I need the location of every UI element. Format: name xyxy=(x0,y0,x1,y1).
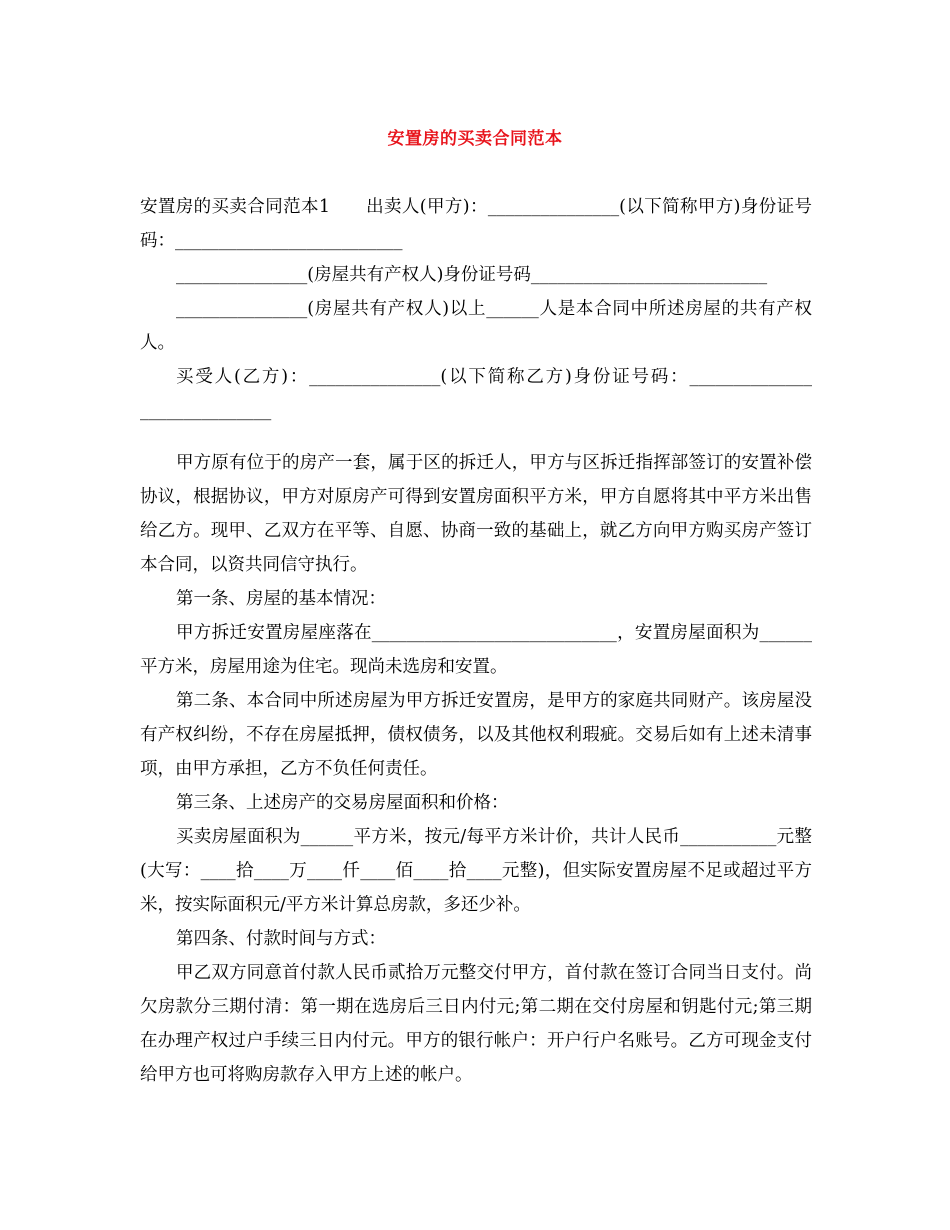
article-3-body: 买卖房屋面积为______平方米，按元/每平方米计价，共计人民币___________元整(大写：____拾____万____仟____佰____拾____元整)，但实际安置房屋不足或超过平方米，按实际面积元/平方米计算总房款，多还少补。 xyxy=(140,827,812,915)
article-1-heading: 第一条、房屋的基本情况： xyxy=(176,589,386,609)
article-2: 第二条、本合同中所述房屋为甲方拆迁安置房，是甲方的家庭共同财产。该房屋没有产权纠纷，不存在房屋抵押，债权债务，以及其他权利瑕疵。交易后如有上述未清事项，由甲方承担，乙方不负任何责任。 xyxy=(140,691,812,779)
article-1-body: 甲方拆迁安置房屋座落在____________________________，安置房屋面积为______平方米，房屋用途为住宅。现尚未选房和安置。 xyxy=(140,623,812,677)
paragraph-seller: 安置房的买卖合同范本1 出卖人(甲方)：_______________(以下简称甲方)身份证号码：__________________________ xyxy=(140,197,812,251)
article-4-heading: 第四条、付款时间与方式： xyxy=(176,929,386,949)
article-4-body: 甲乙双方同意首付款人民币贰拾万元整交付甲方，首付款在签订合同当日支付。尚欠房款分三期付清：第一期在选房后三日内付元;第二期在交付房屋和钥匙付元;第三期在办理产权过户手续三日内付元。甲方的银行帐户：开户行户名账号。乙方可现金支付给甲方也可将购房款存入甲方上述的帐户。 xyxy=(140,963,812,1085)
article-3-heading: 第三条、上述房产的交易房屋面积和价格： xyxy=(176,793,509,813)
paragraph-background: 甲方原有位于的房产一套，属于区的拆迁人，甲方与区拆迁指挥部签订的安置补偿协议，根据协议，甲方对原房产可得到安置房面积平方米，甲方自愿将其中平方米出售给乙方。现甲、乙双方在平等、自愿、协商一致的基础上，就乙方向甲方购买房产签订本合同，以资共同信守执行。 xyxy=(140,453,812,575)
paragraph-co-owner-1: _______________(房屋共有产权人)身份证号码___________________________ xyxy=(176,265,768,285)
paragraph-co-owner-2: _______________(房屋共有产权人)以上______人是本合同中所述房屋的共有产权人。 xyxy=(140,299,812,353)
document-body xyxy=(140,190,812,1092)
paragraph-buyer: 买受人(乙方)：_______________(以下简称乙方)身份证号码：______________ _______________ xyxy=(140,367,812,421)
document-title: 安置房的买卖合同范本 xyxy=(387,129,563,149)
